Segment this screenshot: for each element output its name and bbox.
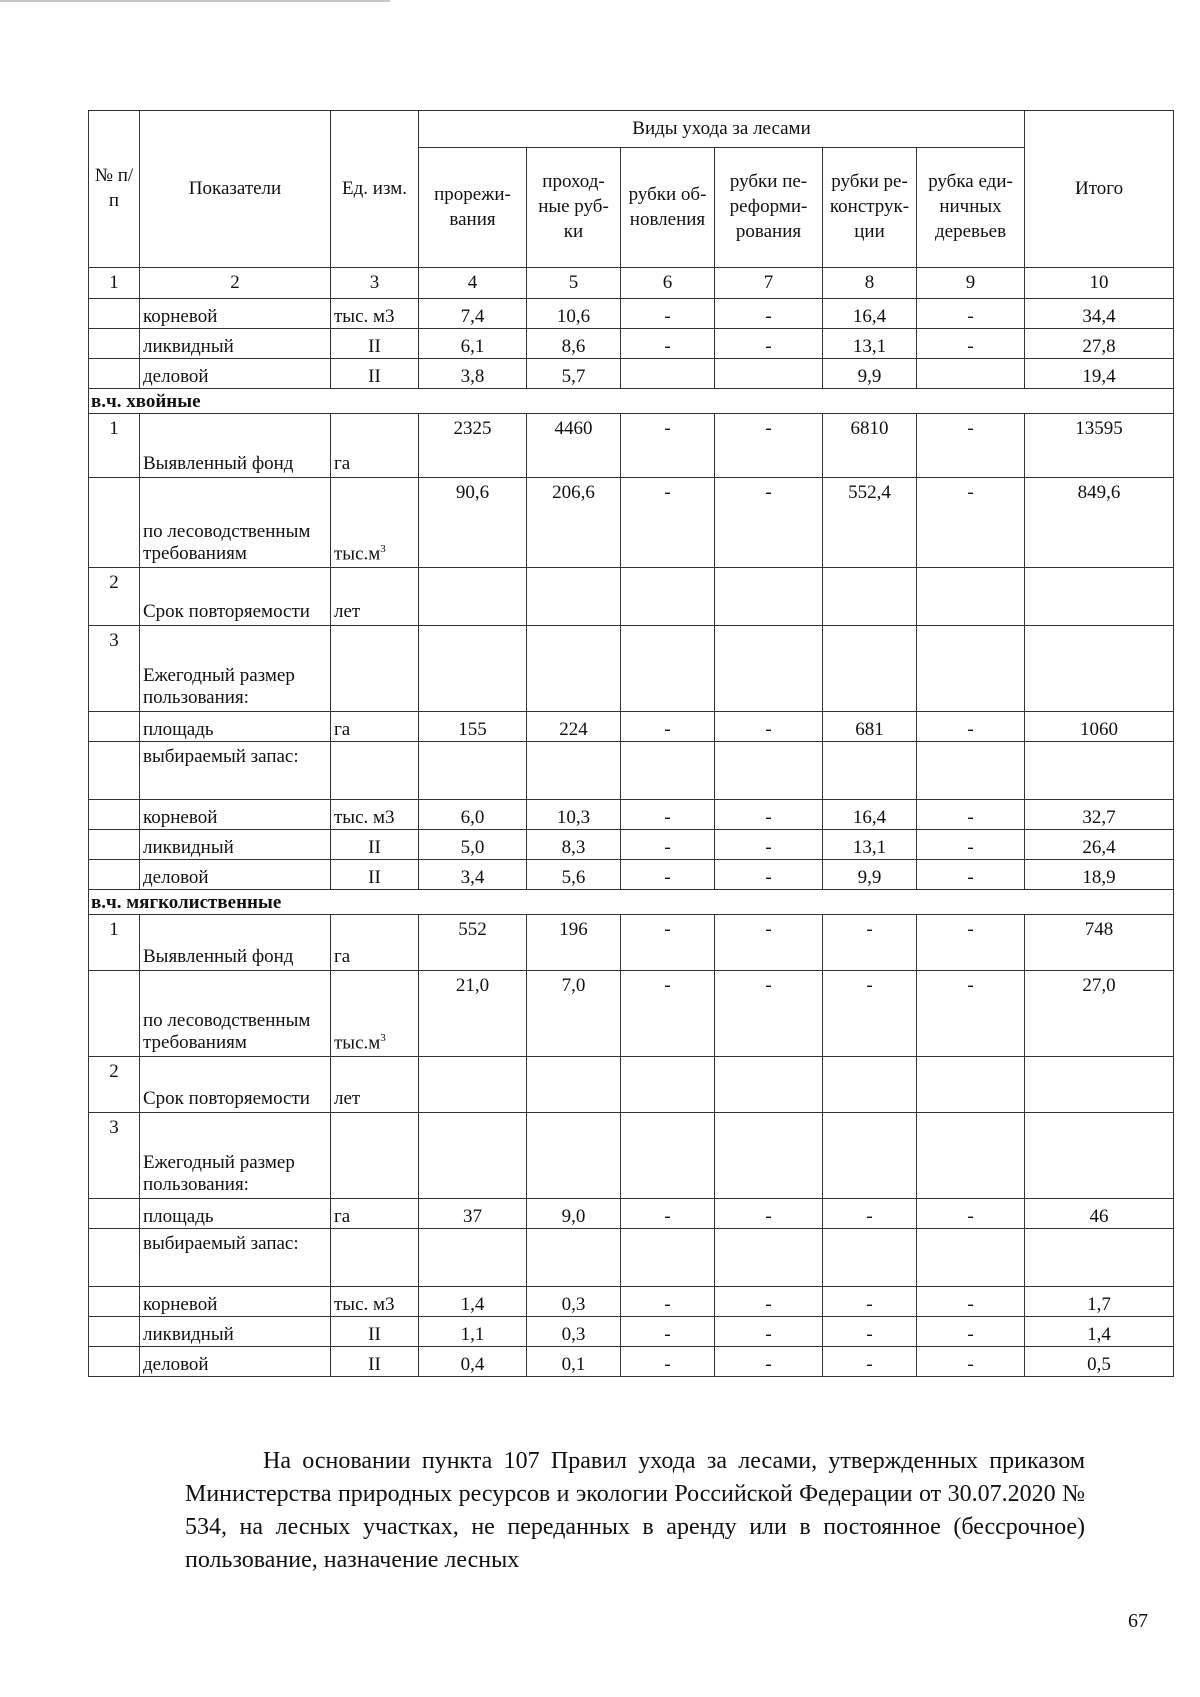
row-total: 1,4: [1025, 1317, 1174, 1347]
row-value: 2325: [419, 414, 527, 478]
row-value: 10,3: [527, 800, 621, 830]
row-number: 3: [89, 626, 140, 712]
row-value: 16,4: [823, 299, 917, 329]
row-value: 681: [823, 712, 917, 742]
row-value: [715, 626, 823, 712]
row-label: корневой: [140, 299, 331, 329]
row-number: 3: [89, 1113, 140, 1199]
forest-care-table-wrapper: [88, 110, 1173, 1377]
row-unit-text: тыс.м: [334, 543, 381, 564]
table-row: [89, 568, 1174, 626]
row-value: -: [917, 915, 1025, 971]
row-unit-text: тыс. м3: [334, 1294, 395, 1315]
row-label: по лесоводственным требованиям: [140, 971, 331, 1057]
row-number: 2: [89, 568, 140, 626]
row-total: 849,6: [1025, 478, 1174, 568]
row-value: -: [823, 1287, 917, 1317]
table-row: [89, 359, 1174, 389]
row-unit: [331, 915, 419, 971]
row-value: [823, 1113, 917, 1199]
row-value: -: [917, 830, 1025, 860]
header-col-thinning: прорежи-вания: [419, 148, 527, 268]
row-value: [917, 1229, 1025, 1287]
row-value: 5,6: [527, 860, 621, 890]
row-value: [621, 1113, 715, 1199]
row-value: 0,4: [419, 1347, 527, 1377]
row-value: -: [823, 971, 917, 1057]
row-total: [1025, 626, 1174, 712]
table-row: [89, 329, 1174, 359]
row-value: 3,4: [419, 860, 527, 890]
row-value: 155: [419, 712, 527, 742]
row-number: [89, 359, 140, 389]
table-row: [89, 742, 1174, 800]
row-label: площадь: [140, 1199, 331, 1229]
table-row: [89, 299, 1174, 329]
row-unit: [331, 742, 419, 800]
row-number: [89, 800, 140, 830]
row-value: [823, 626, 917, 712]
row-unit: [331, 1057, 419, 1113]
row-value: -: [621, 1317, 715, 1347]
table-row: [89, 1347, 1174, 1377]
row-value: 8,6: [527, 329, 621, 359]
row-number: [89, 971, 140, 1057]
row-value: [917, 742, 1025, 800]
index-cell: 7: [715, 268, 823, 299]
row-number: [89, 712, 140, 742]
row-unit: [331, 1347, 419, 1377]
row-value: -: [917, 800, 1025, 830]
row-total: [1025, 1229, 1174, 1287]
row-value: 3,8: [419, 359, 527, 389]
row-number: [89, 742, 140, 800]
row-total: [1025, 1057, 1174, 1113]
row-value: -: [715, 329, 823, 359]
row-value: -: [621, 1347, 715, 1377]
row-value: -: [621, 1287, 715, 1317]
row-label: ликвидный: [140, 329, 331, 359]
body-paragraph: На основании пункта 107 Правил ухода за лесами, утвержденных приказом Министерства природных ресурсов и экологии Российской Федерации от 30.07.2020 № 534, на лесных участках, не переданных в аренду или в постоянное (бессрочное) пользование, назначение лесных: [185, 1448, 1085, 1573]
row-value: -: [917, 1317, 1025, 1347]
table-header: [89, 111, 1174, 299]
row-value: [715, 1113, 823, 1199]
index-cell: 2: [140, 268, 331, 299]
table-row: [89, 478, 1174, 568]
row-value: 0,1: [527, 1347, 621, 1377]
index-cell: 9: [917, 268, 1025, 299]
row-label: деловой: [140, 860, 331, 890]
row-label: Срок повторяемости: [140, 568, 331, 626]
row-label: Выявленный фонд: [140, 414, 331, 478]
header-col-single-tree-cutting: рубка еди-ничных деревьев: [917, 148, 1025, 268]
row-label: Ежегодный размер пользования:: [140, 1113, 331, 1199]
row-value: -: [621, 971, 715, 1057]
row-value: -: [621, 1199, 715, 1229]
row-value: [715, 359, 823, 389]
row-unit: [331, 414, 419, 478]
table-row: [89, 712, 1174, 742]
row-value: -: [621, 830, 715, 860]
row-number: [89, 830, 140, 860]
row-value: 224: [527, 712, 621, 742]
table-row: [89, 1317, 1174, 1347]
row-unit-text: га: [334, 453, 351, 474]
header-total: Итого: [1025, 111, 1174, 268]
row-value: [527, 626, 621, 712]
row-value: [823, 1057, 917, 1113]
row-value: 0,3: [527, 1287, 621, 1317]
row-number: [89, 860, 140, 890]
row-label: корневой: [140, 1287, 331, 1317]
row-value: [621, 626, 715, 712]
table-row: [89, 830, 1174, 860]
row-value: [419, 1057, 527, 1113]
row-value: [715, 568, 823, 626]
table-row: [89, 860, 1174, 890]
row-value: [621, 742, 715, 800]
row-label: ликвидный: [140, 830, 331, 860]
index-cell: 8: [823, 268, 917, 299]
forest-care-table: [88, 110, 1174, 1377]
row-value: 9,0: [527, 1199, 621, 1229]
row-unit: [331, 329, 419, 359]
row-value: [823, 1229, 917, 1287]
table-row: [89, 1113, 1174, 1199]
header-unit: Ед. изм.: [331, 111, 419, 268]
row-total: [1025, 742, 1174, 800]
row-value: [715, 1057, 823, 1113]
row-value: -: [823, 915, 917, 971]
row-value: -: [823, 1347, 917, 1377]
header-num: № п/п: [89, 111, 140, 268]
row-value: -: [917, 1199, 1025, 1229]
row-unit-text: га: [334, 719, 351, 740]
row-value: [527, 568, 621, 626]
row-unit: [331, 971, 419, 1057]
table-row: [89, 414, 1174, 478]
row-number: [89, 1199, 140, 1229]
row-value: [419, 568, 527, 626]
row-value: 13,1: [823, 830, 917, 860]
row-value: 1,4: [419, 1287, 527, 1317]
row-total: 1060: [1025, 712, 1174, 742]
table-row: [89, 1287, 1174, 1317]
row-unit: [331, 860, 419, 890]
row-value: 10,6: [527, 299, 621, 329]
row-value: 90,6: [419, 478, 527, 568]
row-value: [419, 626, 527, 712]
row-value: [917, 568, 1025, 626]
row-value: [621, 359, 715, 389]
row-unit-text: тыс. м3: [334, 807, 395, 828]
row-unit-text: II: [368, 1354, 381, 1375]
row-number: [89, 1287, 140, 1317]
row-value: 206,6: [527, 478, 621, 568]
row-value: 1,1: [419, 1317, 527, 1347]
row-value: -: [715, 971, 823, 1057]
row-value: [621, 1229, 715, 1287]
row-number: 2: [89, 1057, 140, 1113]
row-value: -: [917, 1347, 1025, 1377]
row-value: 5,0: [419, 830, 527, 860]
header-col-passage-cutting: проход-ные руб-ки: [527, 148, 621, 268]
row-label: деловой: [140, 359, 331, 389]
row-total: 0,5: [1025, 1347, 1174, 1377]
row-value: 21,0: [419, 971, 527, 1057]
row-value: 16,4: [823, 800, 917, 830]
row-value: 552: [419, 915, 527, 971]
row-value: -: [715, 860, 823, 890]
row-number: [89, 299, 140, 329]
row-value: -: [621, 329, 715, 359]
row-value: 37: [419, 1199, 527, 1229]
row-value: -: [715, 299, 823, 329]
row-unit-text: лет: [334, 601, 361, 622]
table-row: [89, 915, 1174, 971]
header-col-renewal-cutting: рубки об-новления: [621, 148, 715, 268]
row-value: [715, 742, 823, 800]
row-value: 7,0: [527, 971, 621, 1057]
row-value: [917, 1113, 1025, 1199]
top-rule: [0, 0, 390, 2]
row-total: 27,8: [1025, 329, 1174, 359]
row-total: 26,4: [1025, 830, 1174, 860]
row-unit-text: лет: [334, 1088, 361, 1109]
row-value: -: [715, 1287, 823, 1317]
row-value: [527, 1113, 621, 1199]
row-total: [1025, 568, 1174, 626]
row-label: корневой: [140, 800, 331, 830]
row-value: -: [917, 712, 1025, 742]
section-heading-row: [89, 389, 1174, 414]
row-value: -: [715, 712, 823, 742]
row-value: [917, 359, 1025, 389]
row-value: -: [917, 414, 1025, 478]
row-value: -: [917, 329, 1025, 359]
header-col-reconstruction-cutting: рубки ре-конструк-ции: [823, 148, 917, 268]
row-value: -: [621, 915, 715, 971]
row-unit-text: тыс.м: [334, 1032, 381, 1053]
row-value: 6,0: [419, 800, 527, 830]
row-unit: [331, 626, 419, 712]
unit-superscript: 3: [380, 542, 386, 555]
row-label: Выявленный фонд: [140, 915, 331, 971]
row-value: -: [917, 971, 1025, 1057]
row-unit: [331, 568, 419, 626]
row-value: -: [715, 1317, 823, 1347]
row-label: деловой: [140, 1347, 331, 1377]
row-value: [917, 626, 1025, 712]
table-row: [89, 1057, 1174, 1113]
row-total: 13595: [1025, 414, 1174, 478]
row-number: 1: [89, 915, 140, 971]
row-unit-text: II: [368, 837, 381, 858]
row-value: -: [621, 800, 715, 830]
row-value: 0,3: [527, 1317, 621, 1347]
row-unit-text: II: [368, 366, 381, 387]
row-unit: [331, 1229, 419, 1287]
row-value: -: [715, 915, 823, 971]
row-value: -: [917, 478, 1025, 568]
row-value: -: [715, 1347, 823, 1377]
row-value: -: [917, 860, 1025, 890]
row-unit: [331, 478, 419, 568]
row-label: Срок повторяемости: [140, 1057, 331, 1113]
index-cell: 5: [527, 268, 621, 299]
row-unit: [331, 299, 419, 329]
row-value: 5,7: [527, 359, 621, 389]
table-row: [89, 1199, 1174, 1229]
page-number: 67: [1128, 1610, 1148, 1632]
row-unit-text: II: [368, 336, 381, 357]
row-unit-text: тыс. м3: [334, 306, 395, 327]
row-value: 7,4: [419, 299, 527, 329]
row-unit: [331, 1113, 419, 1199]
row-total: 748: [1025, 915, 1174, 971]
row-number: [89, 329, 140, 359]
row-unit-text: га: [334, 1206, 351, 1227]
row-total: 27,0: [1025, 971, 1174, 1057]
header-indicators: Показатели: [140, 111, 331, 268]
row-unit: [331, 359, 419, 389]
row-label: Ежегодный размер пользования:: [140, 626, 331, 712]
row-value: [419, 1113, 527, 1199]
row-value: -: [715, 800, 823, 830]
row-total: 19,4: [1025, 359, 1174, 389]
section-title: в.ч. хвойные: [89, 389, 1174, 414]
header-col-reformation-cutting: рубки пе-реформи-рования: [715, 148, 823, 268]
row-total: 34,4: [1025, 299, 1174, 329]
row-unit-text: II: [368, 1324, 381, 1345]
row-unit-text: II: [368, 867, 381, 888]
row-value: 9,9: [823, 359, 917, 389]
row-value: -: [621, 299, 715, 329]
table-row: [89, 971, 1174, 1057]
row-value: 9,9: [823, 860, 917, 890]
row-total: 1,7: [1025, 1287, 1174, 1317]
row-unit: [331, 1287, 419, 1317]
row-value: [621, 568, 715, 626]
row-number: 1: [89, 414, 140, 478]
row-value: -: [621, 860, 715, 890]
row-value: 6810: [823, 414, 917, 478]
row-value: -: [823, 1317, 917, 1347]
row-unit: [331, 1317, 419, 1347]
row-value: 552,4: [823, 478, 917, 568]
row-value: [527, 742, 621, 800]
index-cell: 4: [419, 268, 527, 299]
row-value: -: [823, 1199, 917, 1229]
section-heading-row: [89, 890, 1174, 915]
row-number: [89, 1229, 140, 1287]
row-value: -: [715, 830, 823, 860]
row-value: -: [715, 1199, 823, 1229]
row-value: [621, 1057, 715, 1113]
unit-superscript: 3: [380, 1031, 386, 1044]
row-value: 6,1: [419, 329, 527, 359]
row-value: 196: [527, 915, 621, 971]
row-value: [917, 1057, 1025, 1113]
row-value: -: [621, 712, 715, 742]
row-value: -: [715, 414, 823, 478]
row-unit-text: га: [334, 946, 351, 967]
index-cell: 6: [621, 268, 715, 299]
row-value: 13,1: [823, 329, 917, 359]
row-unit: [331, 712, 419, 742]
row-value: [823, 568, 917, 626]
row-number: [89, 1347, 140, 1377]
row-label: выбираемый запас:: [140, 742, 331, 800]
row-value: -: [621, 414, 715, 478]
index-cell: 3: [331, 268, 419, 299]
index-cell: 1: [89, 268, 140, 299]
row-label: по лесоводственным требованиям: [140, 478, 331, 568]
row-value: [527, 1229, 621, 1287]
row-number: [89, 1317, 140, 1347]
row-value: -: [917, 299, 1025, 329]
table-row: [89, 626, 1174, 712]
row-value: 8,3: [527, 830, 621, 860]
row-value: [823, 742, 917, 800]
table-row: [89, 800, 1174, 830]
row-value: -: [715, 478, 823, 568]
row-value: 4460: [527, 414, 621, 478]
row-unit: [331, 1199, 419, 1229]
row-value: [419, 742, 527, 800]
table-body: [89, 299, 1174, 1377]
row-value: [715, 1229, 823, 1287]
row-value: -: [621, 478, 715, 568]
row-total: 32,7: [1025, 800, 1174, 830]
row-label: площадь: [140, 712, 331, 742]
row-value: [527, 1057, 621, 1113]
row-unit: [331, 800, 419, 830]
row-label: ликвидный: [140, 1317, 331, 1347]
row-total: [1025, 1113, 1174, 1199]
section-title: в.ч. мягколиственные: [89, 890, 1174, 915]
header-index-row: [89, 268, 1174, 299]
row-total: 46: [1025, 1199, 1174, 1229]
row-unit: [331, 830, 419, 860]
table-row: [89, 1229, 1174, 1287]
index-cell: 10: [1025, 268, 1174, 299]
row-total: 18,9: [1025, 860, 1174, 890]
row-label: выбираемый запас:: [140, 1229, 331, 1287]
row-number: [89, 478, 140, 568]
row-value: -: [917, 1287, 1025, 1317]
row-value: [419, 1229, 527, 1287]
header-care-types: Виды ухода за лесами: [419, 111, 1025, 148]
